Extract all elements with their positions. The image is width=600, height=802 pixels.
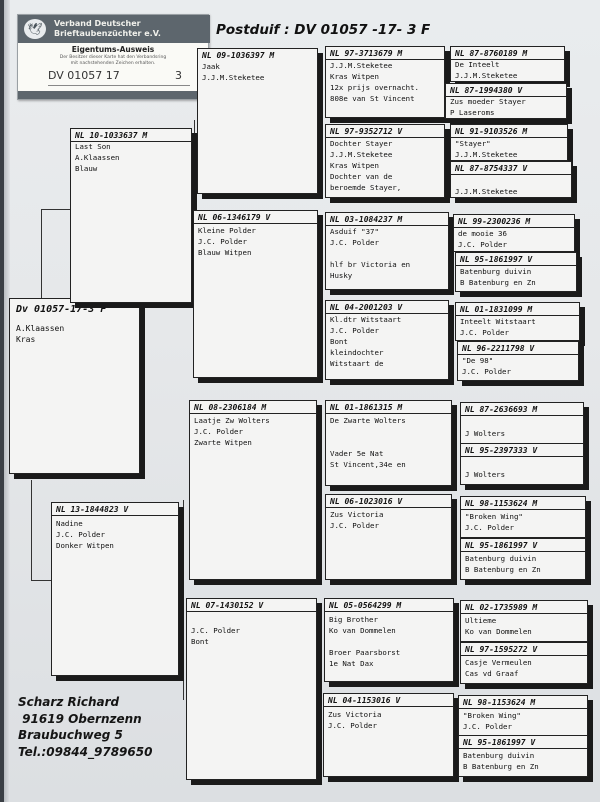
connector <box>183 620 184 700</box>
detail-line: Kleine Polder <box>198 226 256 235</box>
pigeon-details <box>329 614 451 669</box>
connector <box>31 580 53 581</box>
detail-line: Laatje Zw Wolters <box>194 416 270 425</box>
connector <box>41 209 42 302</box>
divider <box>461 509 585 510</box>
pigeon-details <box>455 138 565 160</box>
great-grandparent-box <box>325 300 449 380</box>
card-note-line2: mit nachstehenden Zeichen erhalten. <box>70 61 156 66</box>
ancestor-box <box>450 161 572 198</box>
pigeon-details <box>202 61 315 83</box>
ring-number: NL 87-2636693 M <box>465 405 538 414</box>
ring-number: NL 97-1595272 V <box>465 645 538 654</box>
ring-number: NL 08-2306184 M <box>194 403 267 412</box>
dam-box <box>51 502 179 676</box>
detail-line: J.C. Polder <box>198 237 247 246</box>
ring-number: NL 06-1023016 V <box>330 497 403 506</box>
detail-line: Zus Victoria <box>330 510 384 519</box>
pigeon-details <box>330 314 446 369</box>
detail-line: Batenburg duivin <box>465 554 537 563</box>
pigeon-details <box>330 415 449 470</box>
ancestor-box <box>460 600 588 642</box>
detail-line <box>465 458 581 469</box>
divider <box>461 456 583 457</box>
divider <box>194 223 317 224</box>
detail-line: Bont <box>191 637 209 646</box>
pigeon-details <box>460 316 577 338</box>
detail-line: 12x prijs overnacht. <box>330 83 419 92</box>
card-ring-number <box>48 69 190 86</box>
detail-line: Dochter Stayer <box>330 139 393 148</box>
grandparent-box <box>197 48 318 194</box>
detail-line: 808e van St Vincent <box>330 94 415 103</box>
detail-line: J.C. Polder <box>330 238 379 247</box>
ring-number: NL 97-9352712 V <box>330 127 403 136</box>
connector <box>320 232 321 322</box>
detail-line: Kl.dtr Witstaart <box>330 315 402 324</box>
detail-line: J.C. Polder <box>465 523 514 532</box>
ancestor-box <box>455 302 580 341</box>
detail-line: J.C. Polder <box>194 427 243 436</box>
detail-line: Witstaart de <box>330 359 384 368</box>
ancestor-box <box>455 252 577 292</box>
detail-line: Kras Witpen <box>330 161 379 170</box>
pigeon-details <box>465 615 585 637</box>
pigeon-details <box>328 709 451 731</box>
pigeon-details <box>465 553 583 575</box>
detail-line: B Batenburg en Zn <box>460 278 536 287</box>
detail-line: De Zwarte Wolters <box>330 416 406 425</box>
owner-phone: Tel.:09844_9789650 <box>18 744 153 759</box>
great-grandparent-box <box>325 124 445 198</box>
detail-line <box>191 614 314 625</box>
owner-address <box>18 694 152 760</box>
detail-line: J.J.M.Steketee <box>330 150 393 159</box>
detail-line: Kras <box>16 335 36 344</box>
detail-line: Ko van Dommelen <box>329 626 396 635</box>
divider <box>187 611 316 612</box>
ring-number: NL 95-1861997 V <box>460 255 533 264</box>
divider <box>326 413 451 414</box>
ring-number: NL 87-1994380 V <box>450 86 523 95</box>
detail-line: J.C. Polder <box>462 367 511 376</box>
detail-line: J.J.M.Steketee <box>330 61 393 70</box>
pigeon-details <box>75 141 189 174</box>
ownership-card <box>17 14 209 100</box>
detail-line: A.Klaassen <box>75 153 120 162</box>
connector <box>31 480 32 580</box>
subject-pigeon-box <box>9 298 140 474</box>
detail-line: J.J.M.Steketee <box>455 150 518 159</box>
pigeon-details <box>330 226 446 281</box>
ancestor-box <box>458 735 588 777</box>
ring-number: NL 13-1844823 V <box>56 505 129 514</box>
pigeon-details <box>465 417 581 439</box>
ring-number: NL 01-1831099 M <box>460 305 533 314</box>
detail-line <box>329 636 451 647</box>
detail-line: beroemde Stayer, <box>330 183 402 192</box>
divider <box>461 415 583 416</box>
ancestor-box <box>460 402 584 444</box>
ring-number: NL 99-2300236 M <box>458 217 531 226</box>
ring-number: NL 09-1036397 M <box>202 51 275 60</box>
pigeon-details <box>198 225 315 258</box>
connector <box>183 500 184 600</box>
divider <box>459 708 587 709</box>
ancestor-box <box>460 443 584 485</box>
ring-number: NL 95-1861997 V <box>465 541 538 550</box>
pigeon-details <box>194 415 314 448</box>
ring-number: NL 87-8754337 V <box>455 164 528 173</box>
ring-number: NL 03-1084237 M <box>330 215 403 224</box>
ring-number: NL 91-9103526 M <box>455 127 528 136</box>
card-ring-digit: 3 <box>175 69 182 82</box>
divider <box>461 613 587 614</box>
pigeon-details <box>458 228 572 250</box>
detail-line: J.C. Polder <box>460 328 509 337</box>
detail-line: Jaak <box>202 62 220 71</box>
detail-line: de mooie 36 <box>458 229 507 238</box>
detail-line: Last Son <box>75 142 111 151</box>
divider <box>326 507 451 508</box>
detail-line: B Batenburg en Zn <box>465 565 541 574</box>
ancestor-box <box>457 341 579 381</box>
detail-line: Broer Paarsborst <box>329 648 401 657</box>
detail-line: Batenburg duivin <box>463 751 535 760</box>
detail-line: A.Klaassen <box>16 324 65 333</box>
connector <box>41 209 73 210</box>
great-grandparent-box <box>325 400 452 486</box>
ancestor-box <box>450 124 568 161</box>
org-name-line1: Verband Deutscher <box>54 19 141 28</box>
ring-number: NL 05-0564299 M <box>329 601 402 610</box>
detail-line: Inteelt Witstaart <box>460 317 536 326</box>
detail-line: "Broken Wing" <box>463 711 521 720</box>
divider <box>461 655 587 656</box>
ring-number: NL 98-1153624 M <box>465 499 538 508</box>
pigeon-details <box>460 266 574 288</box>
ring-number: Dv 01057-17-3 F <box>16 304 107 315</box>
great-grandparent-box <box>325 212 449 290</box>
detail-line: J Wolters <box>465 470 506 479</box>
detail-line: "Stayer" <box>455 139 491 148</box>
detail-line: Cas vd Graaf <box>465 669 519 678</box>
detail-line: J Wolters <box>465 429 506 438</box>
divider <box>325 611 453 612</box>
detail-line: Batenburg duivin <box>460 267 532 276</box>
ancestor-box <box>450 46 565 82</box>
ring-number: NL 97-3713679 M <box>330 49 403 58</box>
ancestor-box <box>453 214 575 252</box>
ancestor-box <box>460 496 586 538</box>
pigeon-details <box>465 511 583 533</box>
org-name-line2: Brieftaubenzüchter e.V. <box>54 29 161 38</box>
detail-line: Dochter van de <box>330 172 393 181</box>
pigeon-details <box>16 323 137 345</box>
detail-line: "De 98" <box>462 356 494 365</box>
detail-line: St Vincent,34e en <box>330 460 406 469</box>
ring-number: NL 96-2211798 V <box>462 344 535 353</box>
pigeon-details <box>463 750 585 772</box>
card-ring-text: DV 01057 17 <box>48 69 120 82</box>
pigeon-logo-icon: 🕊 <box>24 19 46 39</box>
ring-number: NL 98-1153624 M <box>463 698 536 707</box>
detail-line <box>330 426 449 437</box>
detail-line: J.C. Polder <box>458 240 507 249</box>
detail-line: J.J.M.Steketee <box>202 73 265 82</box>
pigeon-details <box>465 657 585 679</box>
ring-number: NL 04-1153016 V <box>328 696 401 705</box>
ring-number: NL 87-8760189 M <box>455 49 528 58</box>
detail-line <box>330 248 446 259</box>
ancestor-box <box>445 83 567 119</box>
ring-number: NL 95-2397333 V <box>465 446 538 455</box>
divider <box>190 413 316 414</box>
great-grandparent-box <box>325 46 445 118</box>
detail-line: J.C. Polder <box>463 722 512 731</box>
great-grandparent-box <box>324 598 454 682</box>
card-footer <box>18 91 208 99</box>
pigeon-details <box>330 509 449 531</box>
pigeon-details <box>455 59 562 81</box>
pedigree-title: Postduif : DV 01057 -17- 3 F <box>216 22 431 38</box>
detail-line: J.C. Polder <box>330 326 379 335</box>
ring-number: NL 06-1346179 V <box>198 213 271 222</box>
ring-number: NL 07-1430152 V <box>191 601 264 610</box>
connector <box>320 612 321 712</box>
pigeon-details <box>455 175 569 197</box>
pigeon-details <box>463 710 585 732</box>
grandparent-box <box>186 598 317 780</box>
card-subtitle: Eigentums-Ausweis <box>71 45 155 54</box>
ring-number: NL 10-1033637 M <box>75 131 148 140</box>
detail-line <box>455 175 569 186</box>
detail-line: Zus Victoria <box>328 710 382 719</box>
detail-line <box>330 437 449 448</box>
detail-line: J.J.M.Steketee <box>455 71 518 80</box>
ancestor-box <box>460 538 586 580</box>
great-grandparent-box <box>323 693 454 777</box>
divider <box>461 551 585 552</box>
detail-line: Bont <box>330 337 348 346</box>
ring-number: NL 04-2001203 V <box>330 303 403 312</box>
great-grandparent-box <box>325 494 452 580</box>
detail-line: J.C. Polder <box>330 521 379 530</box>
pigeon-details <box>450 96 564 118</box>
divider <box>459 748 587 749</box>
detail-line: Asduif "37" <box>330 227 379 236</box>
ancestor-box <box>458 695 588 737</box>
detail-line: Blauw Witpen <box>198 248 252 257</box>
card-header <box>18 15 210 43</box>
pigeon-details <box>462 355 576 377</box>
detail-line: J.C. Polder <box>328 721 377 730</box>
pigeon-details <box>191 614 314 647</box>
pigeon-details <box>330 138 442 193</box>
owner-street: Braubuchweg 5 <box>18 728 123 742</box>
owner-name: Scharz Richard <box>18 695 120 709</box>
detail-line: Blauw <box>75 164 98 173</box>
pigeon-details <box>465 458 581 480</box>
ring-number: NL 02-1735989 M <box>465 603 538 612</box>
detail-line: Vader 5e Nat <box>330 449 384 458</box>
sire-box <box>70 128 192 303</box>
detail-line: J.C. Polder <box>56 530 105 539</box>
detail-line: Zwarte Witpen <box>194 438 252 447</box>
detail-line: "Broken Wing" <box>465 512 523 521</box>
connector <box>194 120 195 178</box>
detail-line: Nadine <box>56 519 83 528</box>
detail-line: De Inteelt <box>455 60 500 69</box>
pigeon-details <box>56 518 176 551</box>
detail-line: P Laseroms <box>450 108 495 117</box>
detail-line: Casje Vermeulen <box>465 658 532 667</box>
detail-line: Big Brother <box>329 615 378 624</box>
detail-line: Ultieme <box>465 616 497 625</box>
grandparent-box <box>189 400 317 580</box>
divider <box>52 515 178 516</box>
detail-line: 1e Nat Dax <box>329 659 374 668</box>
detail-line: Donker Witpen <box>56 541 114 550</box>
detail-line: Kras Witpen <box>330 72 379 81</box>
connector <box>320 58 321 148</box>
detail-line: Husky <box>330 271 353 280</box>
pigeon-details <box>330 60 442 104</box>
detail-line: hlf br Victoria en <box>330 260 411 269</box>
detail-line: B Batenburg en Zn <box>463 762 539 771</box>
ring-number: NL 95-1861997 V <box>463 738 536 747</box>
detail-line: J.C. Polder <box>191 626 240 635</box>
owner-city: 91619 Obernzenn <box>18 711 142 726</box>
ancestor-box <box>460 642 588 684</box>
detail-line <box>465 417 581 428</box>
divider <box>324 706 453 707</box>
connector <box>320 420 321 510</box>
detail-line: Ko van Dommelen <box>465 627 532 636</box>
detail-line: J.J.M.Steketee <box>455 187 518 196</box>
grandparent-box <box>193 210 318 378</box>
detail-line: kleindochter <box>330 348 384 357</box>
card-note-line1: Der Besitzer dieser Karte hat den Verbandsring <box>59 55 167 60</box>
detail-line: Zus moeder Stayer <box>450 97 526 106</box>
ring-number: NL 01-1861315 M <box>330 403 403 412</box>
